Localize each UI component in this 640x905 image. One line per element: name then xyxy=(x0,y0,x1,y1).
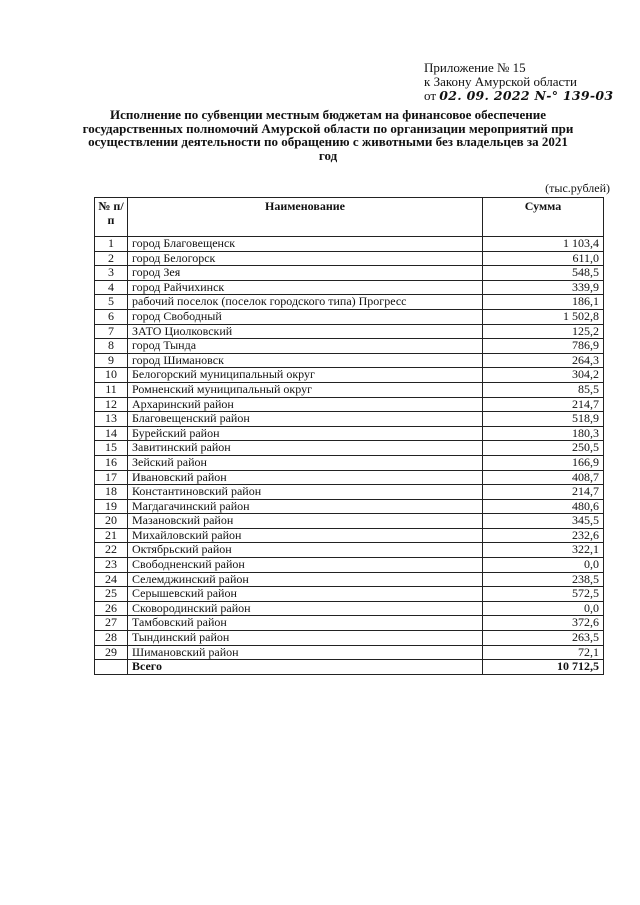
row-name: город Райчихинск xyxy=(128,280,483,295)
row-num: 26 xyxy=(95,601,128,616)
table-row xyxy=(95,368,604,383)
row-name: Шимановский район xyxy=(128,645,483,660)
row-num: 6 xyxy=(95,309,128,324)
row-sum: 548,5 xyxy=(483,266,604,281)
row-name: Серышевский район xyxy=(128,587,483,602)
row-num: 15 xyxy=(95,441,128,456)
table-row xyxy=(95,572,604,587)
appendix-block xyxy=(424,61,613,103)
table-row xyxy=(95,426,604,441)
row-num: 11 xyxy=(95,382,128,397)
row-name: Михайловский район xyxy=(128,528,483,543)
row-sum: 480,6 xyxy=(483,499,604,514)
row-sum: 345,5 xyxy=(483,514,604,529)
subvention-table xyxy=(94,197,604,675)
table-row xyxy=(95,251,604,266)
header-name: Наименование xyxy=(128,198,483,237)
row-num: 1 xyxy=(95,237,128,252)
row-num: 22 xyxy=(95,543,128,558)
row-sum: 125,2 xyxy=(483,324,604,339)
row-num: 29 xyxy=(95,645,128,660)
table-row xyxy=(95,237,604,252)
table-row xyxy=(95,485,604,500)
row-name: город Благовещенск xyxy=(128,237,483,252)
handwritten-date-number: 02. 09. 2022 N-° 139-03 xyxy=(439,88,614,103)
units-label: (тыс.рублей) xyxy=(545,181,610,195)
row-name: Бурейский район xyxy=(128,426,483,441)
row-num: 23 xyxy=(95,558,128,573)
row-sum: 339,9 xyxy=(483,280,604,295)
row-name: Зейский район xyxy=(128,455,483,470)
row-sum: 166,9 xyxy=(483,455,604,470)
row-sum: 264,3 xyxy=(483,353,604,368)
row-num: 21 xyxy=(95,528,128,543)
row-num: 12 xyxy=(95,397,128,412)
table-row xyxy=(95,339,604,354)
row-name: город Белогорск xyxy=(128,251,483,266)
table-row xyxy=(95,645,604,660)
total-num-cell xyxy=(95,660,128,675)
table-row xyxy=(95,514,604,529)
appendix-law-reference: к Закону Амурской области xyxy=(424,74,577,89)
row-name: Октябрьский район xyxy=(128,543,483,558)
row-name: Ромненский муниципальный округ xyxy=(128,382,483,397)
row-name: ЗАТО Циолковский xyxy=(128,324,483,339)
table-row xyxy=(95,499,604,514)
row-num: 25 xyxy=(95,587,128,602)
row-name: город Тында xyxy=(128,339,483,354)
row-num: 3 xyxy=(95,266,128,281)
row-name: Мазановский район xyxy=(128,514,483,529)
table-row xyxy=(95,412,604,427)
table-row xyxy=(95,631,604,646)
row-name: Ивановский район xyxy=(128,470,483,485)
table-row xyxy=(95,382,604,397)
header-num: № п/п xyxy=(95,198,128,237)
table-row xyxy=(95,601,604,616)
total-label: Всего xyxy=(128,660,483,675)
row-sum: 72,1 xyxy=(483,645,604,660)
row-name: Завитинский район xyxy=(128,441,483,456)
table-row xyxy=(95,587,604,602)
row-num: 10 xyxy=(95,368,128,383)
table-row xyxy=(95,616,604,631)
row-sum: 85,5 xyxy=(483,382,604,397)
row-name: Архаринский район xyxy=(128,397,483,412)
row-sum: 304,2 xyxy=(483,368,604,383)
row-name: Селемджинский район xyxy=(128,572,483,587)
table-row xyxy=(95,441,604,456)
row-sum: 372,6 xyxy=(483,616,604,631)
row-num: 28 xyxy=(95,631,128,646)
table-row xyxy=(95,543,604,558)
row-sum: 518,9 xyxy=(483,412,604,427)
row-name: город Свободный xyxy=(128,309,483,324)
header-sum: Сумма xyxy=(483,198,604,237)
row-sum: 572,5 xyxy=(483,587,604,602)
row-name: Тындинский район xyxy=(128,631,483,646)
document-title: Исполнение по субвенции местным бюджетам на финансовое обеспечение государственных полномочий Амурской области по организации мероприятий при осуществлении деятельности по обращению с животными без владельцев за 2021 год xyxy=(82,107,574,163)
appendix-date-prefix: от xyxy=(424,88,437,103)
row-num: 13 xyxy=(95,412,128,427)
row-num: 17 xyxy=(95,470,128,485)
row-sum: 180,3 xyxy=(483,426,604,441)
table-row xyxy=(95,266,604,281)
row-name: Сковородинский район xyxy=(128,601,483,616)
table-row xyxy=(95,558,604,573)
row-num: 14 xyxy=(95,426,128,441)
table-row xyxy=(95,528,604,543)
row-name: город Шимановск xyxy=(128,353,483,368)
row-sum: 186,1 xyxy=(483,295,604,310)
row-sum: 611,0 xyxy=(483,251,604,266)
row-sum: 322,1 xyxy=(483,543,604,558)
row-sum: 1 502,8 xyxy=(483,309,604,324)
total-row xyxy=(95,660,604,675)
row-sum: 214,7 xyxy=(483,397,604,412)
row-sum: 250,5 xyxy=(483,441,604,456)
row-sum: 786,9 xyxy=(483,339,604,354)
row-sum: 214,7 xyxy=(483,485,604,500)
row-sum: 1 103,4 xyxy=(483,237,604,252)
row-name: Благовещенский район xyxy=(128,412,483,427)
appendix-date-line xyxy=(424,89,613,103)
table-row xyxy=(95,309,604,324)
total-sum: 10 712,5 xyxy=(483,660,604,675)
row-num: 8 xyxy=(95,339,128,354)
row-name: Тамбовский район xyxy=(128,616,483,631)
row-sum: 232,6 xyxy=(483,528,604,543)
table-row xyxy=(95,455,604,470)
row-name: Белогорский муниципальный округ xyxy=(128,368,483,383)
table-row xyxy=(95,397,604,412)
table-row xyxy=(95,280,604,295)
row-num: 9 xyxy=(95,353,128,368)
row-num: 19 xyxy=(95,499,128,514)
row-name: Магдагачинский район xyxy=(128,499,483,514)
row-num: 24 xyxy=(95,572,128,587)
row-num: 4 xyxy=(95,280,128,295)
table-row xyxy=(95,470,604,485)
row-num: 2 xyxy=(95,251,128,266)
table-row xyxy=(95,295,604,310)
row-name: город Зея xyxy=(128,266,483,281)
row-num: 7 xyxy=(95,324,128,339)
row-sum: 0,0 xyxy=(483,601,604,616)
row-num: 20 xyxy=(95,514,128,529)
row-sum: 263,5 xyxy=(483,631,604,646)
row-sum: 408,7 xyxy=(483,470,604,485)
table-header-row xyxy=(95,198,604,237)
row-name: рабочий поселок (поселок городского типа) Прогресс xyxy=(128,295,483,310)
row-sum: 238,5 xyxy=(483,572,604,587)
table-row xyxy=(95,353,604,368)
table-row xyxy=(95,324,604,339)
row-name: Свободненский район xyxy=(128,558,483,573)
appendix-number: Приложение № 15 xyxy=(424,60,526,75)
row-num: 16 xyxy=(95,455,128,470)
row-num: 27 xyxy=(95,616,128,631)
row-sum: 0,0 xyxy=(483,558,604,573)
row-num: 18 xyxy=(95,485,128,500)
row-name: Константиновский район xyxy=(128,485,483,500)
row-num: 5 xyxy=(95,295,128,310)
